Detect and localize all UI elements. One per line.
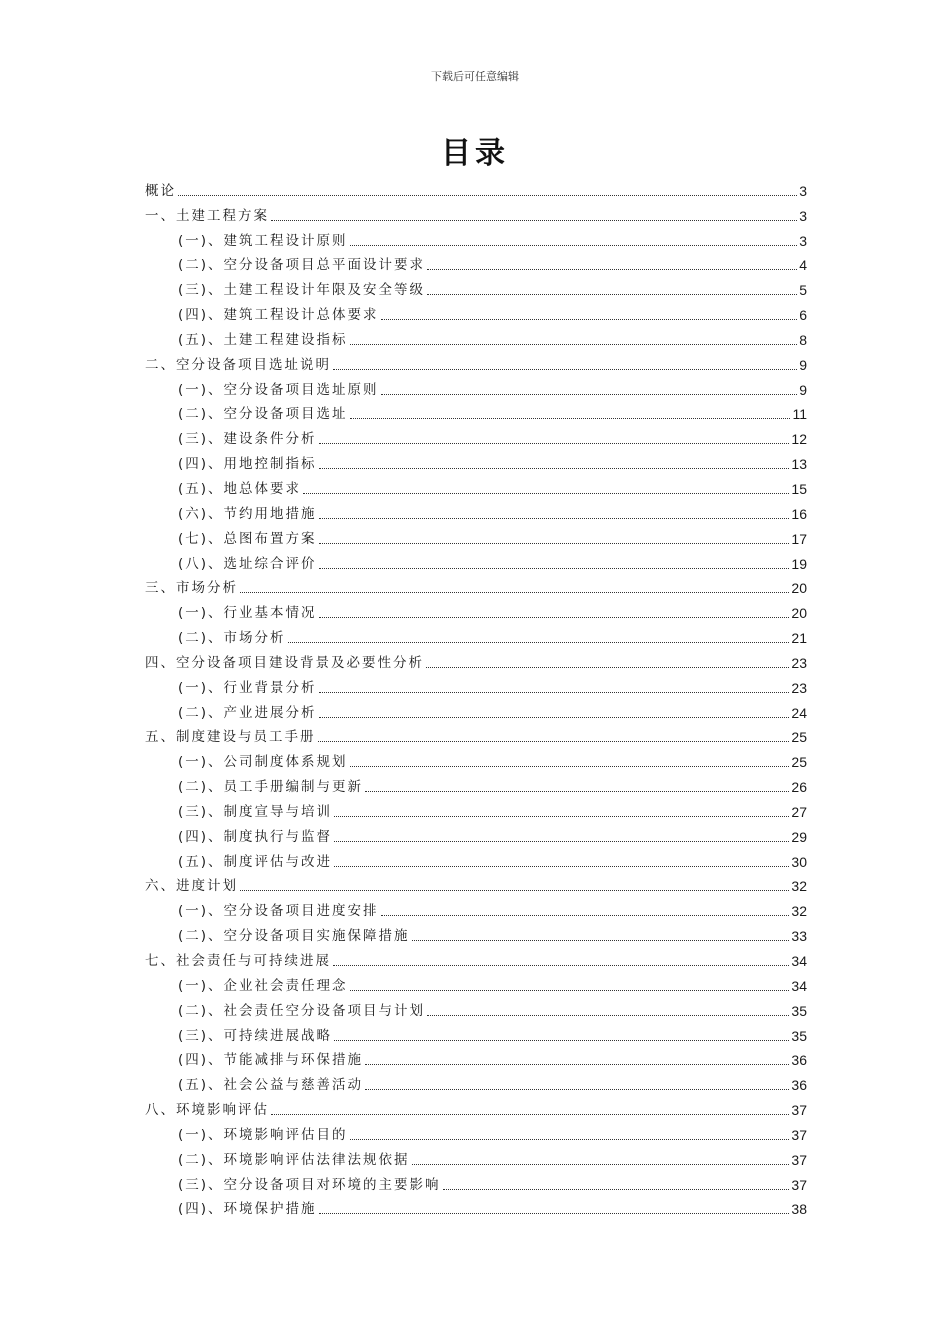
toc-entry-page: 37	[791, 1126, 807, 1143]
toc-leader-dots	[334, 840, 789, 842]
toc-entry[interactable]	[145, 772, 807, 797]
toc-entry[interactable]	[145, 896, 807, 921]
toc-entry-label: (二)、产业进展分析	[178, 704, 317, 721]
toc-entry[interactable]	[145, 524, 807, 549]
toc-entry[interactable]	[145, 474, 807, 499]
toc-entry-label: (一)、行业背景分析	[178, 679, 317, 696]
toc-entry[interactable]	[145, 1095, 807, 1120]
toc-entry-page: 21	[791, 630, 807, 647]
toc-entry[interactable]	[145, 1145, 807, 1170]
toc-entry[interactable]	[145, 400, 807, 425]
toc-entry[interactable]	[145, 1070, 807, 1095]
toc-entry-label: (二)、市场分析	[178, 630, 286, 647]
toc-entry-page: 4	[799, 257, 807, 274]
toc-entry-page: 23	[791, 654, 807, 671]
toc-entry-label: (五)、地总体要求	[178, 480, 302, 497]
toc-leader-dots	[427, 1014, 789, 1016]
toc-entry-page: 6	[799, 307, 807, 324]
toc-entry-page: 25	[791, 754, 807, 771]
toc-entry-page: 3	[799, 232, 807, 249]
toc-entry-page: 12	[791, 431, 807, 448]
toc-entry[interactable]	[145, 598, 807, 623]
table-of-contents	[145, 176, 807, 1219]
toc-entry[interactable]	[145, 946, 807, 971]
toc-entry[interactable]	[145, 176, 807, 201]
toc-entry[interactable]	[145, 847, 807, 872]
toc-entry-label: (五)、社会公益与慈善活动	[178, 1077, 364, 1094]
toc-entry-label: 五、制度建设与员工手册	[145, 729, 316, 746]
toc-leader-dots	[334, 815, 789, 817]
toc-leader-dots	[334, 1039, 789, 1041]
page-header: 下载后可任意编辑	[431, 70, 519, 83]
toc-leader-dots	[381, 393, 798, 395]
toc-entry[interactable]	[145, 300, 807, 325]
toc-leader-dots	[412, 1163, 790, 1165]
toc-entry[interactable]	[145, 325, 807, 350]
toc-leader-dots	[365, 790, 789, 792]
toc-entry-page: 33	[791, 928, 807, 945]
toc-leader-dots	[319, 567, 790, 569]
toc-entry[interactable]	[145, 872, 807, 897]
toc-entry[interactable]	[145, 275, 807, 300]
toc-entry-page: 34	[791, 977, 807, 994]
toc-entry[interactable]	[145, 797, 807, 822]
toc-leader-dots	[319, 542, 790, 544]
toc-entry-page: 15	[791, 480, 807, 497]
toc-entry-label: (四)、环境保护措施	[178, 1201, 317, 1218]
toc-entry-label: 八、环境影响评估	[145, 1102, 269, 1119]
toc-entry[interactable]	[145, 1046, 807, 1071]
toc-leader-dots	[240, 591, 789, 593]
toc-entry-page: 29	[791, 828, 807, 845]
toc-leader-dots	[319, 691, 790, 693]
toc-entry-label: (三)、可持续进展战略	[178, 1027, 333, 1044]
toc-entry-page: 37	[791, 1151, 807, 1168]
toc-entry-page: 38	[791, 1201, 807, 1218]
toc-leader-dots	[427, 268, 797, 270]
toc-entry-label: 四、空分设备项目建设背景及必要性分析	[145, 654, 424, 671]
toc-entry-label: (一)、企业社会责任理念	[178, 977, 348, 994]
toc-entry[interactable]	[145, 747, 807, 772]
toc-leader-dots	[381, 914, 790, 916]
toc-entry-label: (一)、环境影响评估目的	[178, 1126, 348, 1143]
toc-entry[interactable]	[145, 648, 807, 673]
toc-entry[interactable]	[145, 424, 807, 449]
toc-entry-page: 37	[791, 1102, 807, 1119]
toc-entry-label: (四)、建筑工程设计总体要求	[178, 307, 379, 324]
toc-entry-label: 一、土建工程方案	[145, 207, 269, 224]
toc-entry-label: (一)、建筑工程设计原则	[178, 232, 348, 249]
toc-entry-page: 32	[791, 878, 807, 895]
toc-entry-page: 5	[799, 282, 807, 299]
toc-entry-label: 七、社会责任与可持续进展	[145, 953, 331, 969]
toc-leader-dots	[288, 641, 790, 643]
toc-entry[interactable]	[145, 1120, 807, 1145]
toc-leader-dots	[319, 517, 790, 519]
toc-entry[interactable]	[145, 226, 807, 251]
toc-entry-page: 3	[799, 182, 807, 199]
toc-leader-dots	[350, 343, 798, 345]
toc-leader-dots	[333, 964, 789, 966]
toc-entry-page: 30	[791, 853, 807, 870]
toc-leader-dots	[319, 616, 790, 618]
toc-entry-page: 9	[799, 356, 807, 373]
toc-entry[interactable]	[145, 375, 807, 400]
toc-leader-dots	[319, 442, 790, 444]
toc-entry-label: 六、进度计划	[145, 878, 238, 895]
toc-entry[interactable]	[145, 921, 807, 946]
toc-entry-label: (三)、制度宣导与培训	[178, 803, 333, 820]
toc-entry-label: (五)、土建工程建设指标	[178, 331, 348, 348]
toc-leader-dots	[178, 194, 797, 196]
toc-leader-dots	[240, 889, 789, 891]
toc-leader-dots	[443, 1188, 790, 1190]
toc-leader-dots	[426, 666, 789, 668]
toc-entry-label: (二)、空分设备项目总平面设计要求	[178, 257, 426, 274]
toc-entry[interactable]	[145, 673, 807, 698]
toc-entry-page: 20	[791, 605, 807, 622]
toc-entry-label: (二)、员工手册编制与更新	[178, 779, 364, 796]
toc-leader-dots	[381, 318, 798, 320]
toc-entry[interactable]	[145, 350, 807, 375]
toc-leader-dots	[319, 1212, 790, 1214]
toc-leader-dots	[365, 1063, 789, 1065]
toc-entry-page: 25	[791, 729, 807, 746]
toc-leader-dots	[412, 939, 790, 941]
toc-entry-page: 26	[791, 779, 807, 796]
toc-entry-label: (四)、制度执行与监督	[178, 828, 333, 845]
toc-entry-page: 35	[791, 1027, 807, 1044]
toc-entry[interactable]	[145, 1021, 807, 1046]
toc-entry-page: 32	[791, 903, 807, 920]
toc-entry[interactable]	[145, 499, 807, 524]
toc-leader-dots	[319, 467, 790, 469]
toc-entry-page: 19	[791, 555, 807, 572]
toc-entry-label: (七)、总图布置方案	[178, 530, 317, 547]
toc-entry-label: (八)、选址综合评价	[178, 555, 317, 572]
toc-entry-page: 35	[791, 1002, 807, 1019]
toc-entry[interactable]	[145, 1195, 807, 1220]
toc-entry-label: (一)、公司制度体系规划	[178, 754, 348, 771]
toc-entry-page: 11	[792, 406, 807, 423]
toc-entry[interactable]	[145, 723, 807, 748]
toc-leader-dots	[365, 1088, 789, 1090]
toc-entry-label: (四)、用地控制指标	[178, 456, 317, 473]
toc-entry-label: (三)、建设条件分析	[178, 431, 317, 448]
toc-leader-dots	[350, 417, 791, 419]
toc-leader-dots	[427, 293, 797, 295]
toc-entry-label: (五)、制度评估与改进	[178, 853, 333, 870]
toc-entry-label: (二)、环境影响评估法律法规依据	[178, 1151, 410, 1168]
toc-leader-dots	[350, 1138, 790, 1140]
toc-entry-page: 13	[791, 456, 807, 473]
toc-entry-page: 3	[799, 207, 807, 224]
toc-entry-label: 概论	[145, 182, 176, 199]
toc-entry-page: 8	[799, 331, 807, 348]
toc-entry[interactable]	[145, 996, 807, 1021]
toc-leader-dots	[271, 219, 797, 221]
toc-entry-label: 二、空分设备项目选址说明	[145, 356, 331, 373]
toc-entry[interactable]	[145, 698, 807, 723]
toc-entry[interactable]	[145, 623, 807, 648]
toc-leader-dots	[350, 989, 790, 991]
toc-entry[interactable]	[145, 449, 807, 474]
toc-entry-label: (三)、土建工程设计年限及安全等级	[178, 282, 426, 299]
toc-leader-dots	[350, 765, 790, 767]
toc-entry-page: 34	[791, 953, 807, 969]
toc-entry-label: (二)、社会责任空分设备项目与计划	[178, 1002, 426, 1019]
toc-entry[interactable]	[145, 549, 807, 574]
toc-entry[interactable]	[145, 822, 807, 847]
toc-entry[interactable]	[145, 574, 807, 599]
toc-entry-label: (一)、行业基本情况	[178, 605, 317, 622]
toc-entry-page: 24	[791, 704, 807, 721]
toc-entry-label: (六)、节约用地措施	[178, 505, 317, 522]
toc-entry-label: (四)、节能减排与环保措施	[178, 1052, 364, 1069]
toc-entry-page: 17	[791, 530, 807, 547]
toc-entry-label: (一)、空分设备项目选址原则	[178, 381, 379, 398]
toc-entry-label: (一)、空分设备项目进度安排	[178, 903, 379, 920]
toc-entry[interactable]	[145, 971, 807, 996]
toc-entry-page: 20	[791, 580, 807, 597]
toc-entry-page: 36	[791, 1077, 807, 1094]
page-title: 目录	[441, 136, 509, 171]
toc-entry-page: 9	[799, 381, 807, 398]
toc-entry-page: 23	[791, 679, 807, 696]
toc-leader-dots	[271, 1113, 789, 1115]
toc-entry-label: (二)、空分设备项目实施保障措施	[178, 928, 410, 945]
toc-leader-dots	[333, 368, 797, 370]
toc-entry-page: 37	[791, 1176, 807, 1193]
toc-leader-dots	[318, 740, 790, 742]
toc-leader-dots	[350, 244, 798, 246]
toc-entry[interactable]	[145, 1170, 807, 1195]
toc-leader-dots	[303, 492, 789, 494]
toc-entry[interactable]	[145, 251, 807, 276]
toc-entry-label: (三)、空分设备项目对环境的主要影响	[178, 1176, 441, 1193]
toc-entry-page: 27	[791, 803, 807, 820]
toc-leader-dots	[334, 865, 789, 867]
toc-leader-dots	[319, 716, 790, 718]
toc-entry-label: (二)、空分设备项目选址	[178, 406, 348, 423]
toc-entry-page: 36	[791, 1052, 807, 1069]
toc-entry-page: 16	[791, 505, 807, 522]
toc-entry[interactable]	[145, 201, 807, 226]
toc-entry-label: 三、市场分析	[145, 580, 238, 597]
